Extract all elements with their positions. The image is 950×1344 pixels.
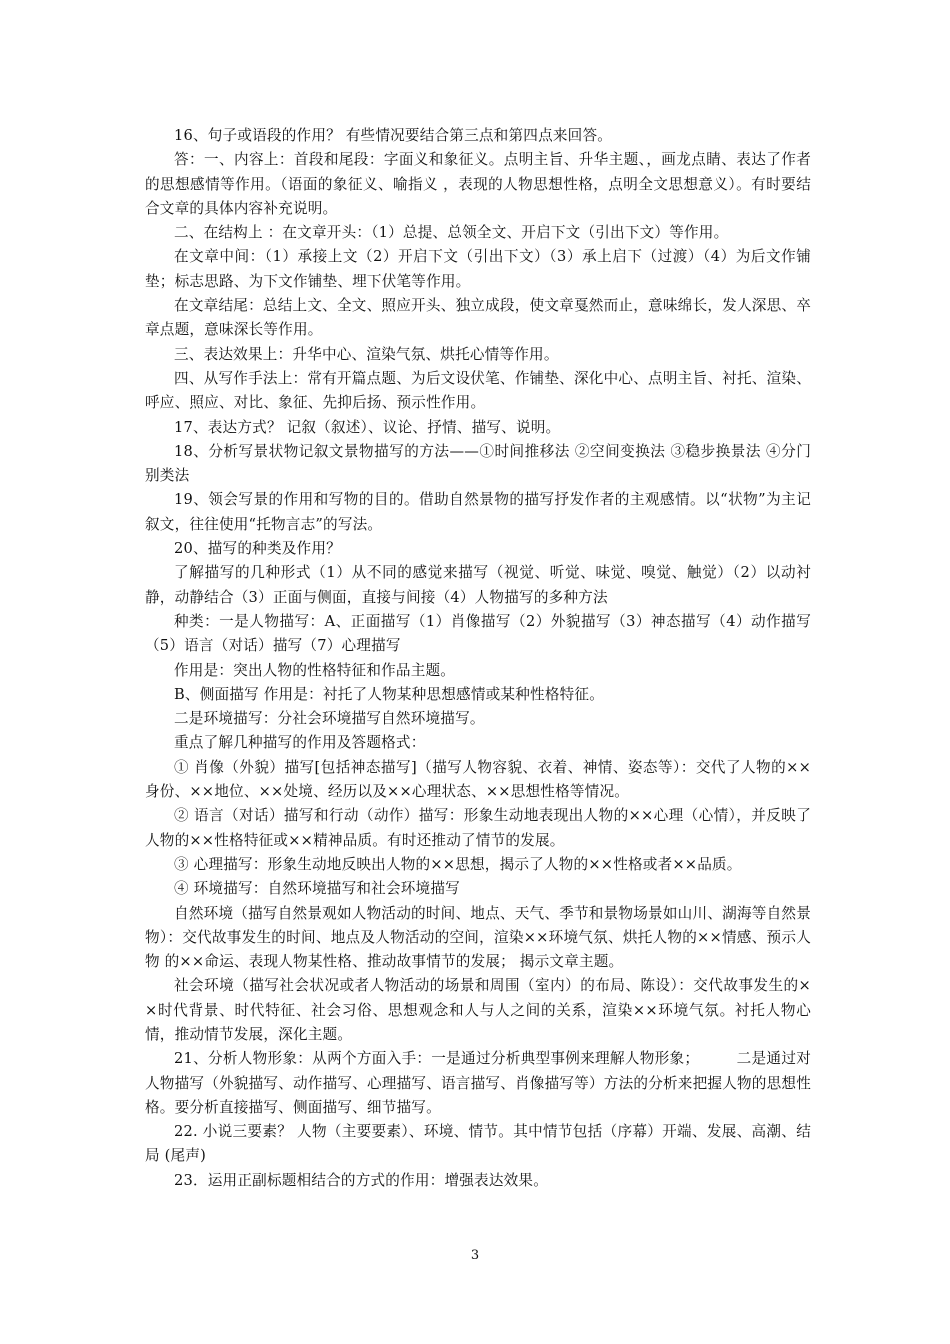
- paragraph-19: 19、领会写景的作用和写物的目的。借助自然景物的描写抒发作者的主观感情。以“状物”为主记叙文，往往使用“托物言志”的写法。: [145, 491, 811, 533]
- paragraph-function-direct: 作用是：突出人物的性格特征和作品主题。: [174, 661, 456, 679]
- paragraph-22: 22. 小说三要素？ 人物（主要要素）、环境、情节。其中情节包括（序幕）开端、发展、高潮、结局 (尾声): [145, 1123, 811, 1165]
- paragraph-answer-format: 重点了解几种描写的作用及答题格式：: [174, 734, 426, 752]
- paragraph-language-action: ② 语言（对话）描写和行动（动作）描写：形象生动地表现出人物的××心理（心情），并反映了人物的××性格特征或××精神品质。有时还推动了情节的发展。: [145, 807, 811, 849]
- paragraph-17: 17、表达方式？ 记叙（叙述）、议论、抒情、描写、说明。: [174, 418, 561, 436]
- paragraph-expression-effect: 三、表达效果上：升华中心、渲染气氛、烘托心情等作用。: [174, 345, 559, 363]
- paragraph-18: 18、分析写景状物记叙文景物描写的方法——①时间推移法 ②空间变换法 ③稳步换景法 ④分门别类法: [145, 442, 811, 485]
- paragraph-side-description: B、侧面描写 作用是：衬托了人物某种思想感情或某种性格特征。: [174, 685, 604, 703]
- paragraph-natural-environment: 自然环境（描写自然景观如人物活动的时间、地点、天气、季节和景物场景如山川、湖海等自然景物）：交代故事发生的时间、地点及人物活动的空间，渲染××环境气氛、烘托人物的××情感、预示人物 的××命运、表现人物某性格、推动故事情节的发展； 揭示文章主题。: [145, 904, 811, 971]
- paragraph-16-answer: 答：一、内容上：首段和尾段：字面义和象征义。点明主旨、升华主题、，画龙点睛、表达了作者的思想感情等作用。（语面的象征义、喻指义 ，表现的人物思想性格，点明全文思想意义）。有时要结合文章的具体内容补充说明。: [145, 151, 811, 217]
- paragraph-structure-middle: 在文章中间：（1）承接上文（2）开启下文（引出下文）（3）承上启下（过渡）（4）为后文作铺垫；标志思路、为下文作铺垫、埋下伏笔等作用。: [145, 248, 811, 290]
- paragraph-23: 23．运用正副标题相结合的方式的作用：增强表达效果。: [174, 1171, 549, 1189]
- paragraph-20: 20、描写的种类及作用？: [174, 540, 341, 558]
- paragraph-description-forms: 了解描写的几种形式（1）从不同的感觉来描写（视觉、听觉、味觉、嗅觉、触觉）（2）以动衬静，动静结合（3）正面与侧面，直接与间接（4）人物描写的多种方法: [145, 564, 811, 606]
- paragraph-environment-description: 二是环境描写：分社会环境描写自然环境描写。: [174, 710, 485, 728]
- paragraph-structure-ending: 在文章结尾：总结上文、全文、照应开头、独立成段，使文章戛然而止，意味绵长，发人深思、卒章点题，意味深长等作用。: [145, 297, 811, 339]
- paragraph-description-types: 种类：一是人物描写：A、正面描写（1）肖像描写（2）外貌描写（3）神态描写（4）动作描写（5）语言（对话）描写（7）心理描写: [145, 612, 811, 655]
- paragraph-portrait: ① 肖像（外貌）描写[包括神态描写]（描写人物容貌、衣着、神情、姿态等）：交代了人物的××身份、××地位、××处境、经历以及××心理状态、××思想性格等情况。: [145, 758, 811, 801]
- paragraph-21: 21、分析人物形象：从两个方面入手：一是通过分析典型事例来理解人物形象； 二是通过对人物描写（外貌描写、动作描写、心理描写、语言描写、肖像描写等）方法的分析来把握人物的思想性格。要分析直接描写、侧面描写、细节描写。: [145, 1050, 811, 1116]
- paragraph-social-environment: 社会环境（描写社会状况或者人物活动的场景和周围（室内）的布局、陈设）：交代故事发生的××时代背景、时代特征、社会习俗、思想观念和人与人之间的关系，渲染××环境气氛。衬托人物心情，推动情节发展，深化主题。: [145, 977, 811, 1043]
- paragraph-psychology: ③ 心理描写：形象生动地反映出人物的××思想，揭示了人物的××性格或者××品质。: [174, 855, 742, 873]
- document-body: [145, 124, 811, 1193]
- paragraph-writing-technique: 四、从写作手法上：常有开篇点题、为后文设伏笔、作铺垫、深化中心、点明主旨、衬托、渲染、呼应、照应、对比、象征、先抑后扬、预示性作用。: [145, 369, 811, 412]
- paragraph-environment: ④ 环境描写：自然环境描写和社会环境描写: [174, 880, 460, 898]
- page-number: 3: [470, 1248, 480, 1263]
- paragraph-structure-opening: 二、在结构上 ：在文章开头：（1）总提、总领全文、开启下文（引出下文）等作用。: [174, 224, 729, 242]
- paragraph-16: 16、句子或语段的作用？ 有些情况要结合第三点和第四点来回答。: [174, 127, 613, 144]
